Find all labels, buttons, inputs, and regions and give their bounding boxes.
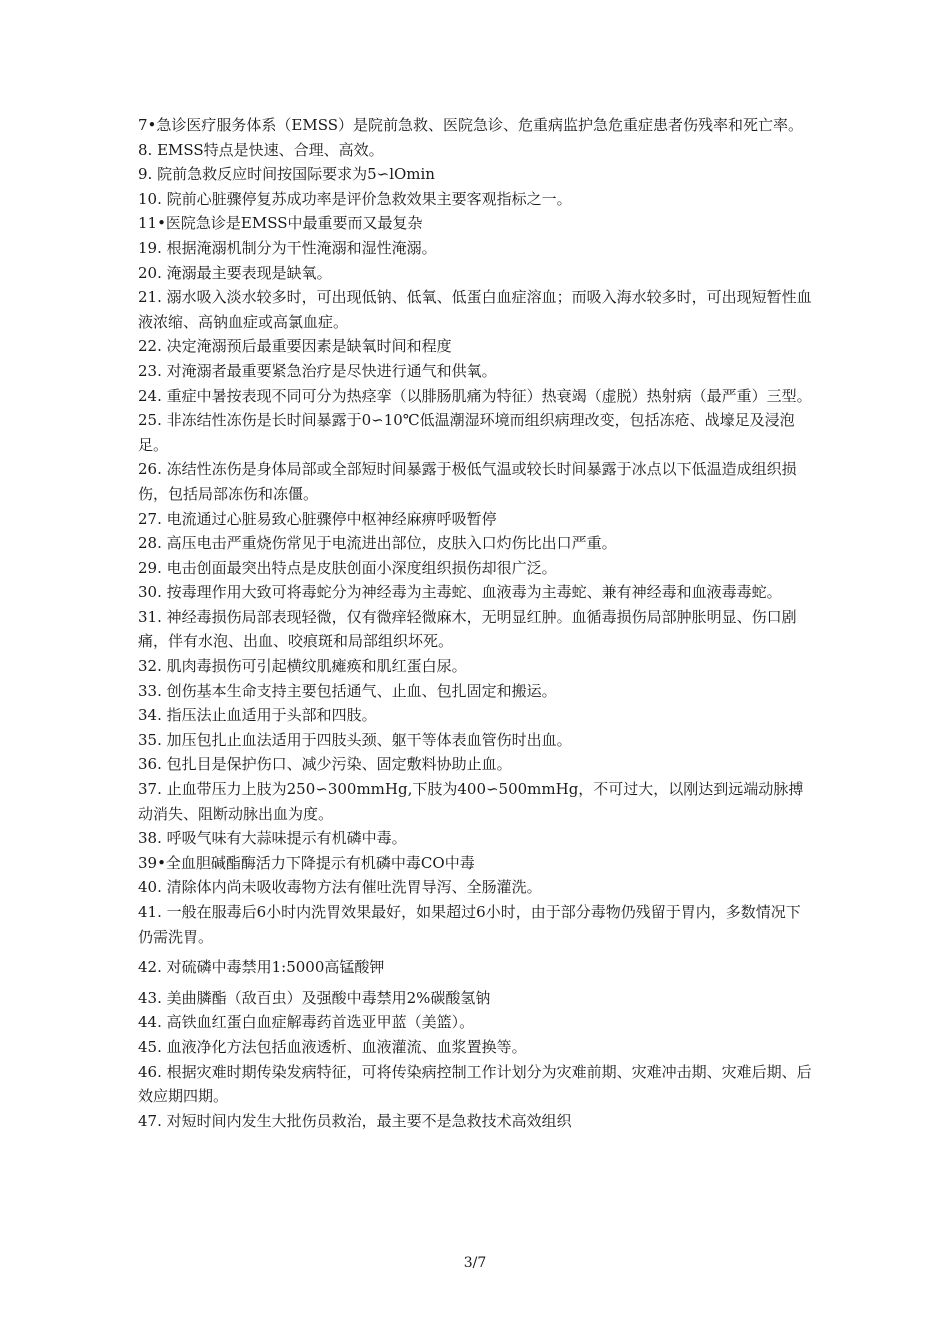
- list-item: 19. 根据淹溺机制分为干性淹溺和湿性淹溺。: [138, 238, 437, 257]
- document-body: [138, 113, 814, 1133]
- list-item: 23. 对淹溺者最重要紧急治疗是尽快进行通气和供氧。: [138, 361, 497, 380]
- list-item: 10. 院前心脏骤停复苏成功率是评价急救效果主要客观指标之一。: [138, 189, 572, 208]
- list-item: 35. 加压包扎止血法适用于四肢头颈、躯干等体表血管伤时出血。: [138, 730, 572, 749]
- list-item: 37. 止血带压力上肢为250∽300mmHg,下肢为400∽500mmHg，不可过大，以刚达到远端动脉搏动消失、阻断动脉出血为度。: [138, 780, 804, 823]
- list-item: 26. 冻结性冻伤是身体局部或全部短时间暴露于极低气温或较长时间暴露于冰点以下低温造成组织损伤，包括局部冻伤和冻僵。: [138, 460, 797, 503]
- list-item: 39•全血胆碱酯酶活力下降提示有机磷中毒CO中毒: [138, 853, 475, 872]
- list-item: 32. 肌肉毒损伤可引起横纹肌瘫痪和肌红蛋白尿。: [138, 657, 467, 676]
- list-item: 22. 决定淹溺预后最重要因素是缺氧时间和程度: [138, 337, 452, 356]
- list-item: 43. 美曲膦酯（敌百虫）及强酸中毒禁用2%碳酸氢钠: [138, 988, 491, 1007]
- list-item: 38. 呼吸气味有大蒜味提示有机磷中毒。: [138, 829, 407, 848]
- list-item: 47. 对短时间内发生大批伤员救治，最主要不是急救技术高效组织: [138, 1111, 572, 1130]
- list-item: 7•急诊医疗服务体系（EMSS）是院前急救、医院急诊、危重病监护急危重症患者伤残率和死亡率。: [138, 116, 803, 134]
- list-item: 9. 院前急救反应时间按国际要求为5∽lOmin: [138, 165, 435, 184]
- list-item: 28. 高压电击严重烧伤常见于电流进出部位，皮肤入口灼伤比出口严重。: [138, 534, 617, 553]
- list-item: 8. EMSS特点是快速、合理、高效。: [138, 140, 384, 159]
- list-item: 11•医院急诊是EMSS中最重要而又最复杂: [138, 214, 423, 233]
- list-item: 21. 溺水吸入淡水较多时，可出现低钠、低氧、低蛋白血症溶血；而吸入海水较多时，可出现短暂性血液浓缩、高钠血症或高氯血症。: [138, 288, 812, 331]
- page-number: 3/7: [463, 1255, 487, 1271]
- list-item: 30. 按毒理作用大致可将毒蛇分为神经毒为主毒蛇、血液毒为主毒蛇、兼有神经毒和血液毒毒蛇。: [138, 583, 782, 602]
- list-item: 29. 电击创面最突出特点是皮肤创面小深度组织损伤却很广泛。: [138, 558, 557, 577]
- list-item: 42. 对硫磷中毒禁用1:5000高锰酸钾: [138, 958, 385, 977]
- list-item: 27. 电流通过心脏易致心脏骤停中枢神经麻痹呼吸暂停: [138, 509, 497, 528]
- list-item: 25. 非冻结性冻伤是长时间暴露于0∽10℃低温潮湿环境而组织病理改变，包括冻疮、战壕足及浸泡足。: [138, 411, 795, 454]
- list-item: 44. 高铁血红蛋白血症解毒药首选亚甲蓝（美篮）。: [138, 1013, 475, 1032]
- list-item: 31. 神经毒损伤局部表现轻微，仅有微痒轻微麻木，无明显红肿。血循毒损伤局部肿胀明显、伤口剧痛，伴有水泡、出血、咬痕斑和局部组织坏死。: [138, 607, 797, 651]
- list-item: 34. 指压法止血适用于头部和四肢。: [138, 706, 377, 725]
- list-item: 45. 血液净化方法包括血液透析、血液灌流、血浆置换等。: [138, 1037, 527, 1056]
- list-item: 41. 一般在服毒后6小时内洗胃效果最好，如果超过6小时，由于部分毒物仍残留于胃内，多数情况下仍需洗胃。: [138, 903, 801, 946]
- list-item: 40. 清除体内尚未吸收毒物方法有催吐洗胃导泻、全肠灌洗。: [138, 878, 542, 897]
- list-item: 33. 创伤基本生命支持主要包括通气、止血、包扎固定和搬运。: [138, 681, 557, 700]
- list-item: 24. 重症中暑按表现不同可分为热痉挛（以腓肠肌痛为特征）热衰竭（虚脱）热射病（最严重）三型。: [138, 386, 812, 405]
- list-item: 36. 包扎目是保护伤口、减少污染、固定敷料协助止血。: [138, 755, 512, 774]
- list-item: 20. 淹溺最主要表现是缺氧。: [138, 263, 332, 282]
- list-item: 46. 根据灾难时期传染发病特征，可将传染病控制工作计划分为灾难前期、灾难冲击期、灾难后期、后效应期四期。: [138, 1062, 812, 1106]
